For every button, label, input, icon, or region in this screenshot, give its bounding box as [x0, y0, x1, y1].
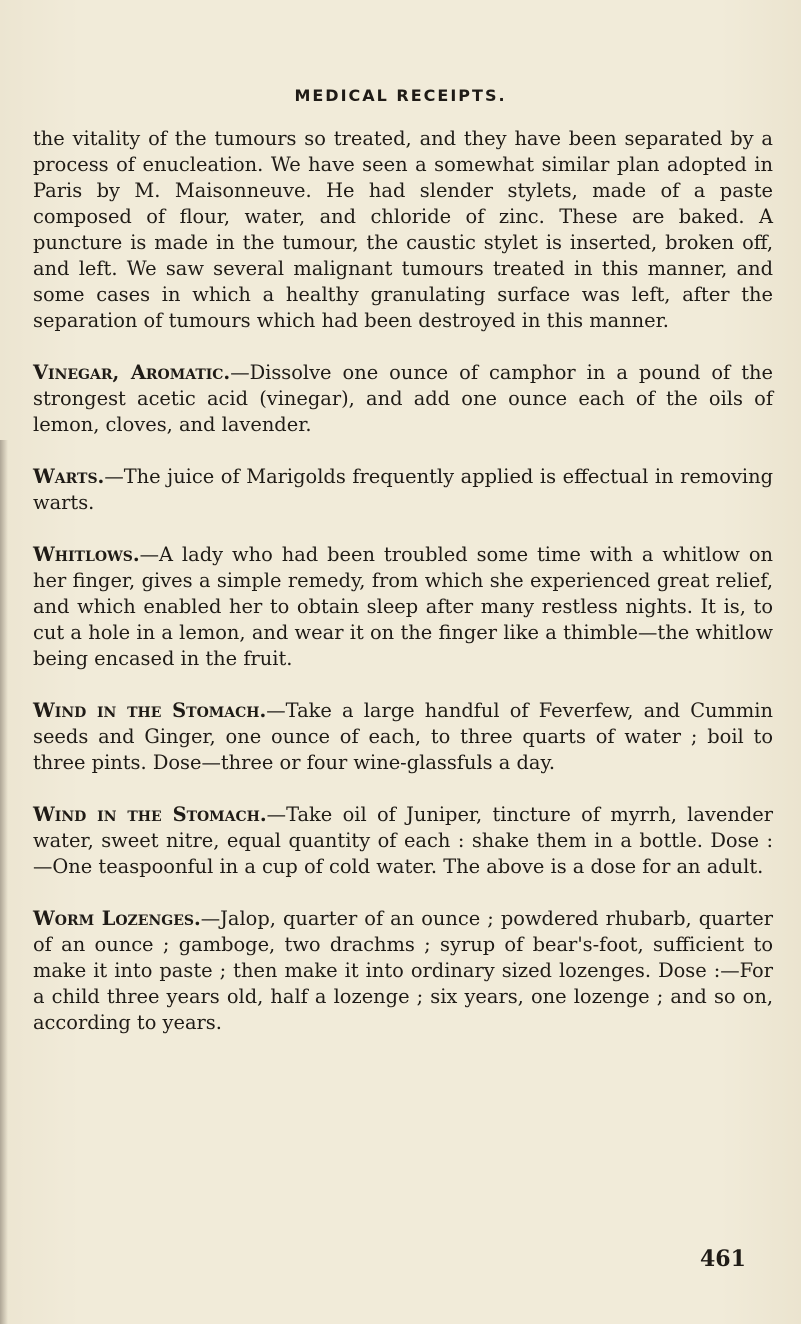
entry-heading: Whitlows.	[33, 543, 140, 566]
entry-heading: Warts.	[33, 465, 105, 488]
entry-body: —Take a large handful of Feverfew, and Cummin seeds and Ginger, one ounce of each, to three quarts of water ; boil to three pints. Dose—three or four wine-glassfuls a day.	[33, 699, 774, 774]
binding-shadow	[0, 440, 8, 1324]
recipe-entry	[33, 802, 773, 880]
entry-body: —A lady who had been troubled some time with a whitlow on her finger, gives a simple remedy, from which she experienced great relief, and which enabled her to obtain sleep after many restless nights. It is, to cut a hole in a lemon, and wear it on the finger like a thimble—the whitlow being encased in the fruit.	[33, 543, 773, 670]
entry-body: —Take oil of Juniper, tincture of myrrh, lavender water, sweet nitre, equal quantity of each : shake them in a bottle. Dose :—One teaspoonful in a cup of cold water. The above is a dose for an adult.	[33, 803, 773, 878]
recipe-entry	[33, 542, 773, 672]
entry-heading: Wind in the Stomach.	[33, 803, 267, 826]
entry-body: —Jalop, quarter of an ounce ; powdered rhubarb, quarter of an ounce ; gamboge, two drachms ; syrup of bear's-foot, sufficient to make it into paste ; then make it into ordinary sized lozenges. Dose :—For a child three years old, half a lozenge ; six years, one lozenge ; and so on, according to years.	[33, 907, 773, 1034]
entry-heading: Vinegar, Aromatic.	[33, 361, 231, 384]
continued-paragraph: the vitality of the tumours so treated, and they have been separated by a process of enucleation. We have seen a somewhat similar plan adopted in Paris by M. Maisonneuve. He had slender stylets, made of a paste composed of flour, water, and chloride of zinc. These are baked. A puncture is made in the tumour, the caustic stylet is inserted, broken off, and left. We saw several malignant tumours treated in this manner, and some cases in which a healthy granulating surface was left, after the separation of tumours which had been destroyed in this manner.	[33, 127, 773, 332]
entry-body: —The juice of Marigolds frequently applied is effectual in removing warts.	[33, 465, 773, 514]
page-body	[33, 126, 773, 1062]
recipe-entry	[33, 360, 773, 438]
running-header: MEDICAL RECEIPTS.	[294, 86, 507, 105]
recipe-entry	[33, 698, 773, 776]
entry-body: —Dissolve one ounce of camphor in a pound of the strongest acetic acid (vinegar), and add one ounce each of the oils of lemon, cloves, and lavender.	[33, 361, 773, 436]
recipe-entry	[33, 464, 773, 516]
recipe-entry	[33, 906, 773, 1036]
entry-heading: Wind in the Stomach.	[33, 699, 267, 722]
entry-heading: Worm Lozenges.	[33, 907, 201, 930]
page-number: 461	[700, 1246, 746, 1272]
